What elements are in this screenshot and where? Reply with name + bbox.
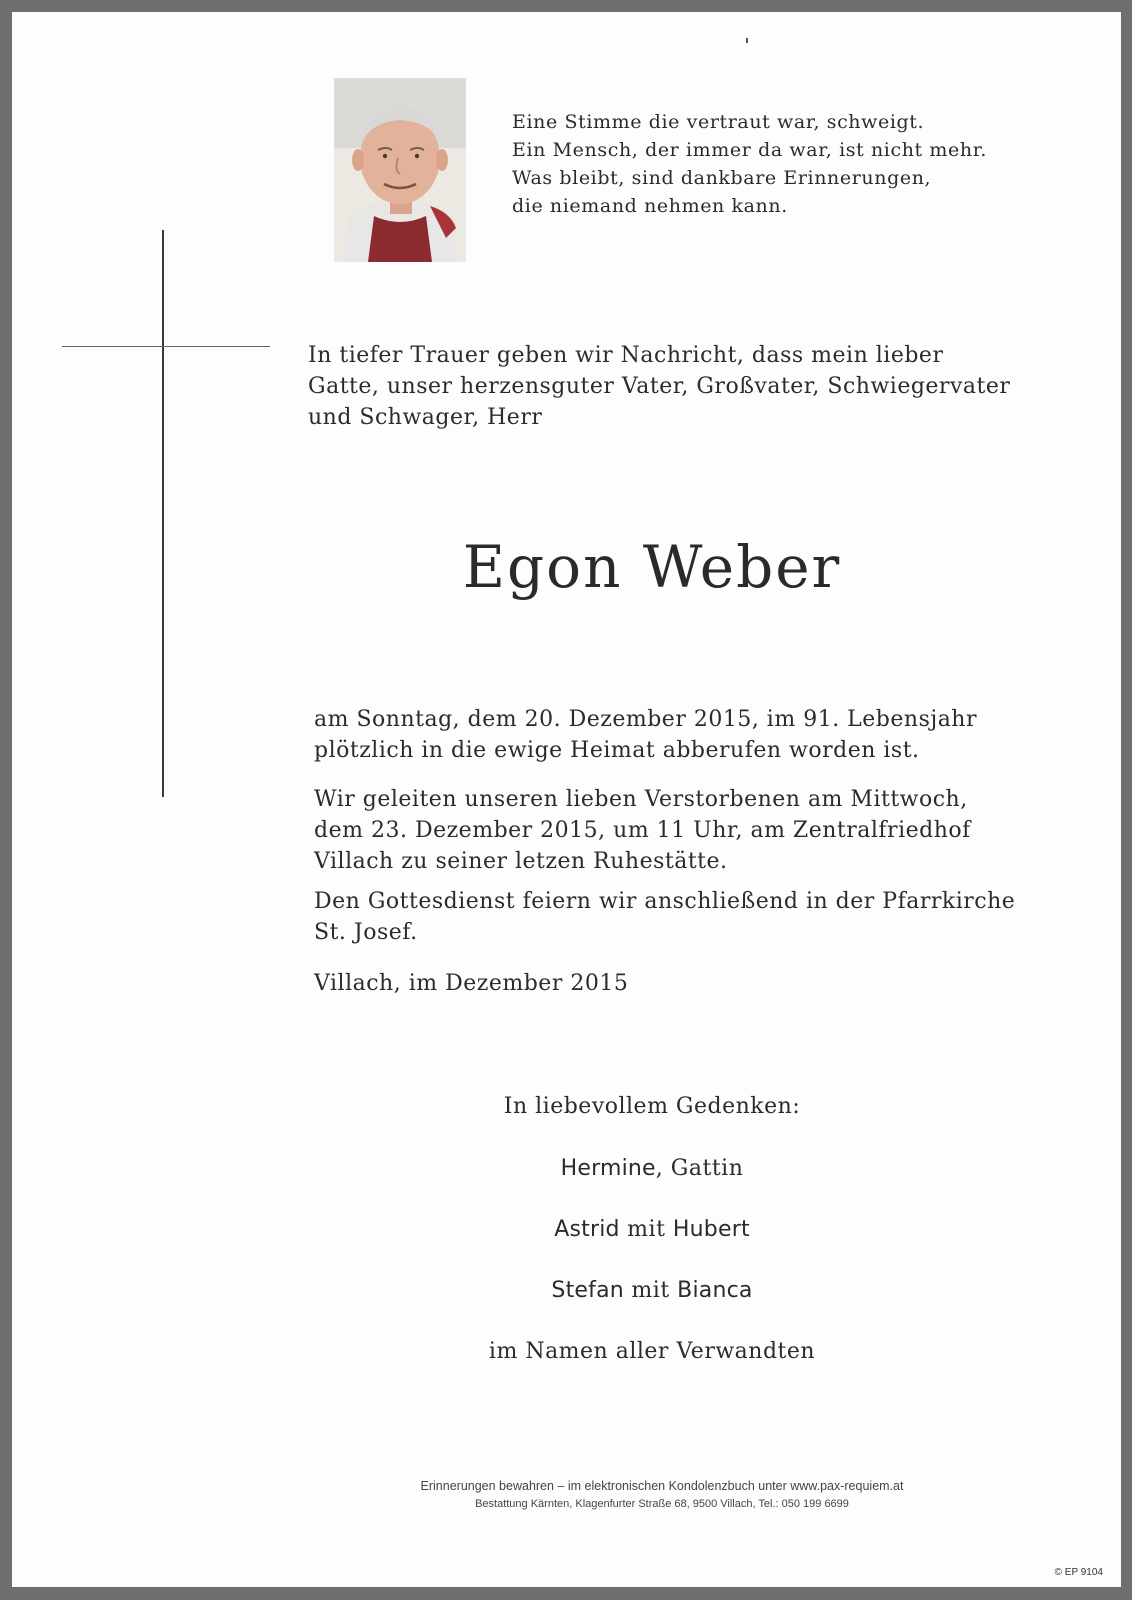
- place-date: [314, 968, 1034, 999]
- funeral-notice: [314, 784, 1034, 877]
- document-code: © EP 9104: [1054, 1567, 1103, 1578]
- death-line: am Sonntag, dem 20. Dezember 2015, im 91. Lebensjahr: [314, 707, 977, 732]
- obituary-sheet: [12, 12, 1121, 1587]
- intro-line: In tiefer Trauer geben wir Nachricht, dass mein lieber: [308, 343, 944, 368]
- place-date-text: Villach, im Dezember 2015: [314, 971, 629, 996]
- deceased-name: Egon Weber: [462, 533, 842, 601]
- funeral-line: dem 23. Dezember 2015, um 11 Uhr, am Zentralfriedhof: [314, 818, 971, 843]
- intro-line: Gatte, unser herzensguter Vater, Großvater, Schwiegervater: [308, 374, 1011, 399]
- footer-contact-line: Bestattung Kärnten, Klagenfurter Straße 68, 9500 Villach, Tel.: 050 199 6699: [475, 1498, 849, 1510]
- mourners-heading: In liebevollem Gedenken:: [503, 1094, 801, 1119]
- service-notice: [314, 886, 1034, 948]
- mourner-name: Hubert: [672, 1217, 750, 1242]
- mourner-connector: mit: [623, 1278, 678, 1303]
- cross-horizontal-bar: [62, 346, 270, 347]
- announcement-intro: [308, 340, 1028, 433]
- portrait-icon: [334, 78, 466, 262]
- mourner-row-hermine: [312, 1154, 992, 1184]
- portrait-photo: [334, 78, 466, 262]
- mourner-name: Bianca: [677, 1278, 753, 1303]
- quote-line: die niemand nehmen kann.: [512, 195, 788, 217]
- funeral-line: Villach zu seiner letzen Ruhestätte.: [314, 849, 728, 874]
- mourner-role: , Gattin: [655, 1156, 744, 1181]
- death-notice: [314, 704, 1034, 766]
- scan-speck: [746, 38, 748, 43]
- mourner-row-stefan: [312, 1276, 992, 1306]
- quote-line: Ein Mensch, der immer da war, ist nicht mehr.: [512, 139, 987, 161]
- memorial-quote: [512, 108, 1032, 220]
- mourner-name: Astrid: [554, 1217, 620, 1242]
- quote-line: Was bleibt, sind dankbare Erinnerungen,: [512, 167, 932, 189]
- mourner-connector: mit: [619, 1217, 673, 1242]
- quote-line: Eine Stimme die vertraut war, schweigt.: [512, 111, 925, 133]
- service-line: Den Gottesdienst feiern wir anschließend in der Pfarrkirche: [314, 889, 1016, 914]
- mourner-row-astrid: [312, 1215, 992, 1245]
- footer-condolence-line: Erinnerungen bewahren – im elektronischen Kondolenzbuch unter www.pax-requiem.at: [420, 1479, 904, 1493]
- cross-vertical-bar: [162, 230, 164, 797]
- mourner-name: Stefan: [551, 1278, 624, 1303]
- funeral-line: Wir geleiten unseren lieben Verstorbenen am Mittwoch,: [314, 787, 968, 812]
- service-line: St. Josef.: [314, 920, 418, 945]
- intro-line: und Schwager, Herr: [308, 405, 543, 430]
- mourner-name: Hermine: [560, 1156, 656, 1181]
- death-line: plötzlich in die ewige Heimat abberufen worden ist.: [314, 738, 920, 763]
- mourners-closing: im Namen aller Verwandten: [488, 1339, 816, 1364]
